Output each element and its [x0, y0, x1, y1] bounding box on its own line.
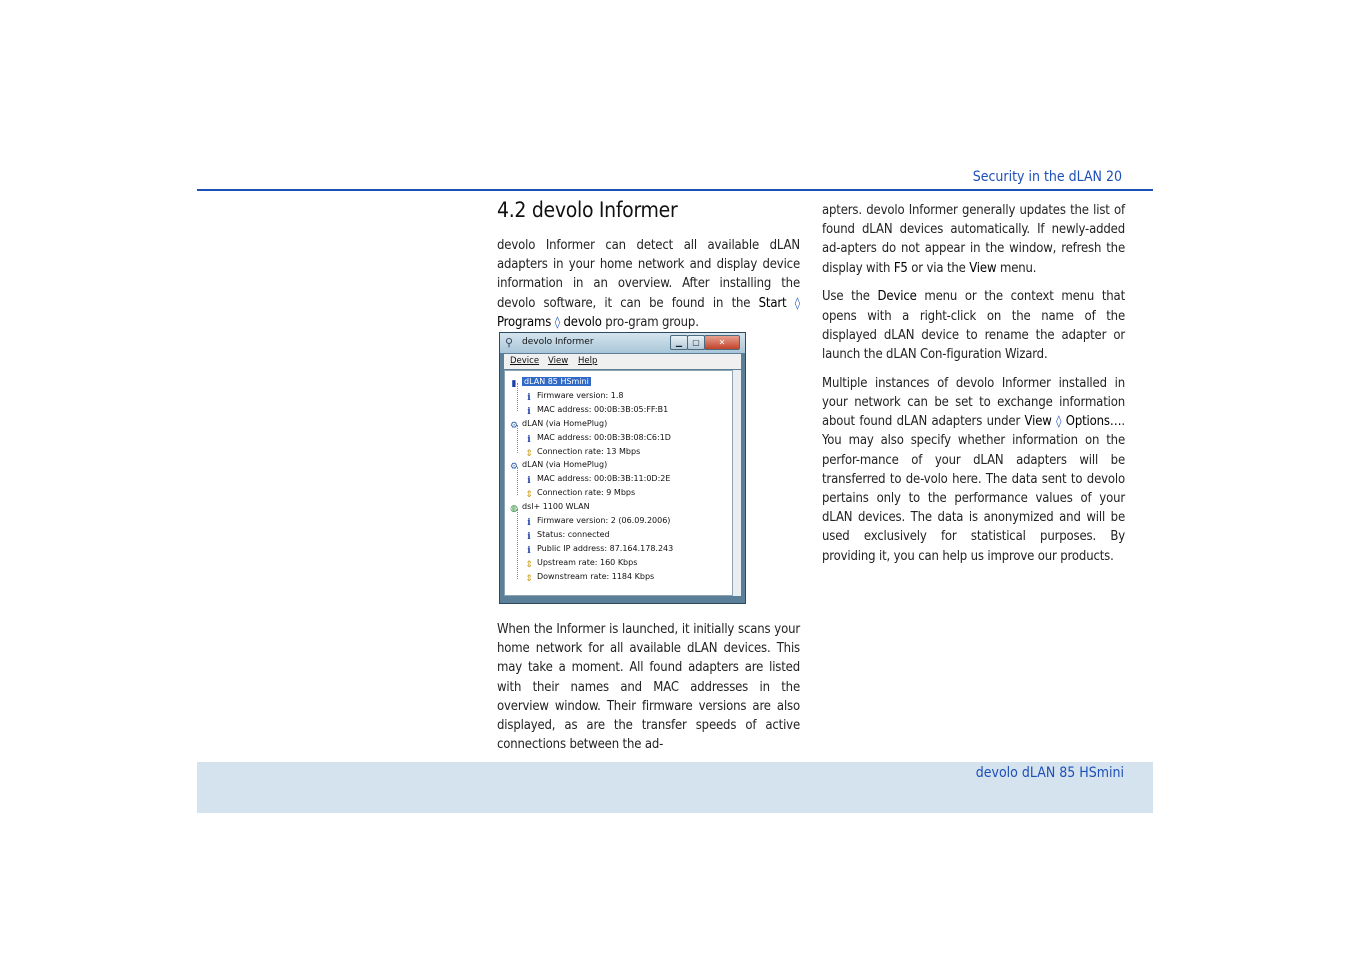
tree-item[interactable] — [509, 375, 591, 388]
menu-view-ref: View — [969, 260, 997, 276]
arrow-icon: ◊ — [554, 314, 560, 329]
rate-icon: ⇕ — [525, 448, 533, 459]
menu-view[interactable]: View — [548, 356, 569, 366]
tree-item[interactable] — [524, 514, 670, 527]
minimize-button[interactable]: ▁ — [670, 335, 688, 350]
tree-item[interactable] — [524, 556, 637, 569]
tree-item-label: Connection rate: 13 Mbps — [537, 446, 641, 456]
menu-help[interactable]: Help — [578, 356, 598, 366]
running-header: Security in the dLAN 20 — [972, 169, 1122, 185]
device-menu-paragraph: Use the Device menu or the context menu that opens with a right-click on the name of the displayed dLAN device to rename the adapter or launch the dLAN Con-figuration Wizard. — [822, 289, 1126, 363]
tree-item-label: MAC address: 00:0B:3B:11:0D:2E — [537, 474, 671, 484]
tree-item[interactable] — [509, 500, 590, 513]
info-icon: i — [527, 406, 531, 417]
tree-item[interactable] — [524, 431, 671, 444]
info-icon: i — [527, 434, 531, 445]
informer-window-screenshot — [499, 332, 746, 604]
tree-item-label: Firmware version: 1.8 — [537, 390, 624, 400]
tree-item[interactable] — [524, 403, 668, 416]
device-tree — [504, 370, 733, 596]
menu-path-programs: Programs — [497, 314, 552, 330]
tree-item-label: Firmware version: 2 (06.09.2006) — [537, 516, 671, 525]
plug-icon: ⚙ — [509, 462, 519, 473]
tree-item-label: Upstream rate: 160 Kbps — [537, 557, 638, 567]
tree-item[interactable] — [509, 458, 607, 471]
menu-view-ref: View — [1024, 414, 1052, 430]
close-button[interactable]: ✕ — [704, 335, 740, 350]
tree-item-label: dsl+ 1100 WLAN — [522, 502, 590, 512]
rate-icon: ⇕ — [525, 573, 533, 584]
tree-item-label: Public IP address: 87.164.178.243 — [537, 543, 674, 553]
tree-item[interactable] — [524, 486, 635, 499]
menu-bar — [504, 354, 741, 369]
tree-item-label: MAC address: 00:0B:3B:05:FF:B1 — [537, 404, 669, 414]
tree-item[interactable] — [524, 570, 654, 583]
rate-icon: ⇕ — [525, 490, 533, 501]
instances-paragraph: Multiple instances of devolo Informer installed in your network can be set to exchange information about found dLAN adapters under View ◊ Options…. You may also specify whether information on the perfor-mance of your dLAN adapters will be transferred to de-volo here. The data sent to devolo pertains only to the performance values of your dLAN devices. The data is anonymized and will be used exclusively for statistical purposes. By providing it, you can help us improve our products. — [822, 375, 1125, 564]
tree-item[interactable] — [524, 542, 673, 555]
intro-paragraph: devolo Informer can detect all available dLAN adapters in your home network and display device information in an overview. After installing the devolo software, it can be found in the Start ◊ Programs ◊ devolo pro-gram group. — [497, 238, 800, 330]
window-titlebar — [500, 333, 745, 353]
menu-path-start: Start — [758, 295, 787, 311]
menu-options-ref: Options… — [1065, 414, 1122, 430]
tree-item-label: Downstream rate: 1184 Kbps — [537, 571, 655, 581]
menu-path-devolo: devolo — [563, 314, 602, 330]
launch-paragraph: When the Informer is launched, it initially scans your home network for all available dLAN devices. This may take a moment. All found adapters are listed with their names and MAC addresses in the overview window. Their firmware versions are also displayed, as are the transfer speeds of active connections between the ad- — [497, 622, 800, 753]
key-f5: F5 — [893, 260, 908, 276]
rate-icon: ⇕ — [525, 559, 533, 570]
tree-item-label: dLAN 85 HSmini — [524, 377, 589, 386]
tree-item[interactable] — [524, 389, 623, 402]
tree-item-label: Status: connected — [537, 529, 610, 539]
tree-item-label: dLAN (via HomePlug) — [522, 418, 608, 428]
right-column — [822, 201, 1125, 575]
running-footer: devolo dLAN 85 HSmini — [975, 765, 1124, 781]
maximize-button[interactable]: ▢ — [687, 335, 705, 350]
header-rule — [197, 189, 1153, 191]
window-title: devolo Informer — [522, 337, 594, 347]
scrollbar[interactable] — [733, 370, 741, 596]
info-icon: i — [527, 392, 531, 403]
info-icon: i — [527, 545, 531, 556]
device-icon: ▮ — [511, 379, 517, 389]
info-icon: i — [527, 518, 531, 528]
tree-item[interactable] — [524, 445, 640, 458]
menu-device[interactable]: Device — [510, 356, 540, 366]
arrow-icon: ◊ — [794, 295, 800, 310]
tree-item-label: dLAN (via HomePlug) — [522, 460, 608, 470]
dsl-icon: ◍ — [510, 504, 518, 515]
info-icon: i — [527, 476, 531, 487]
magnifier-icon: ⚲ — [505, 336, 514, 349]
refresh-paragraph: apters. devolo Informer generally updates the list of found dLAN devices automatically. If newly-added ad-apters do not appear in the window, refresh the display with F5 or via the View menu. — [822, 203, 1125, 276]
section-title: 4.2 devolo Informer — [497, 198, 678, 222]
tree-item[interactable] — [524, 528, 610, 541]
tree-item-label: Connection rate: 9 Mbps — [537, 488, 636, 498]
tree-connector — [517, 509, 518, 579]
tree-item[interactable] — [509, 417, 607, 430]
info-icon: i — [527, 531, 531, 542]
tree-item[interactable] — [524, 472, 670, 485]
menu-device-ref: Device — [877, 289, 917, 305]
tree-item-label: MAC address: 00:0B:3B:08:C6:1D — [537, 432, 671, 442]
arrow-icon: ◊ — [1056, 414, 1062, 429]
plug-icon: ⚙ — [509, 420, 519, 431]
